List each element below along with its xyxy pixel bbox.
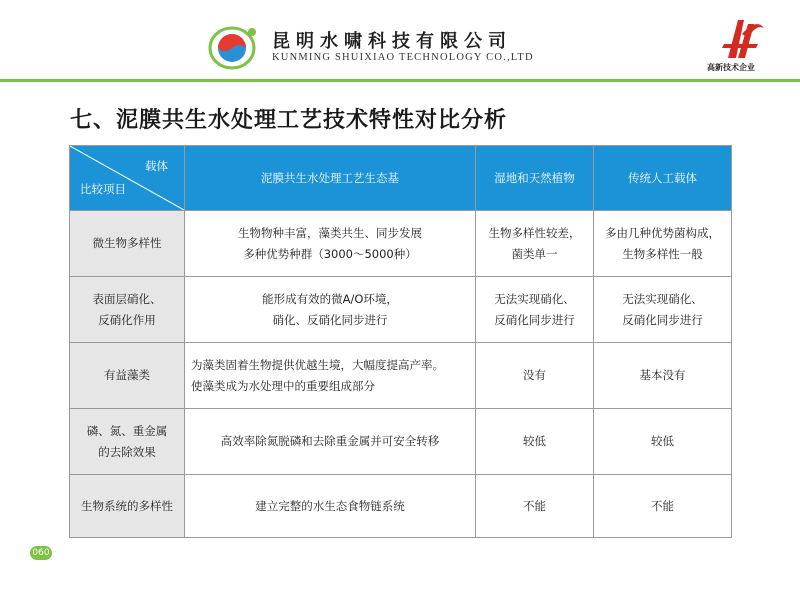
table-row <box>70 343 732 409</box>
table-corner-cell <box>70 146 185 211</box>
table-row <box>70 475 732 538</box>
table-cell: 基本没有 <box>594 343 732 409</box>
comparison-table <box>69 145 732 538</box>
page-header <box>0 0 800 82</box>
table-row <box>70 277 732 343</box>
table-cell: 建立完整的水生态食物链系统 <box>185 475 476 538</box>
column-header: 湿地和天然植物 <box>476 146 594 211</box>
table-row <box>70 211 732 277</box>
page-number-badge: 060 <box>30 546 52 560</box>
row-item-label: 磷、氮、重金属 的去除效果 <box>70 409 185 475</box>
table-cell: 无法实现硝化、 反硝化同步进行 <box>476 277 594 343</box>
corner-label-compare-item: 比较项目 <box>80 182 126 196</box>
table-cell: 高效率除氮脱磷和去除重金属并可安全转移 <box>185 409 476 475</box>
row-item-label: 生物系统的多样性 <box>70 475 185 538</box>
table-cell: 多由几种优势菌构成， 生物多样性一般 <box>594 211 732 277</box>
table-cell: 不能 <box>476 475 594 538</box>
hitech-enterprise-logo-icon <box>718 14 768 60</box>
table-cell: 没有 <box>476 343 594 409</box>
row-item-label: 表面层硝化、 反硝化作用 <box>70 277 185 343</box>
row-item-label: 有益藻类 <box>70 343 185 409</box>
table-cell: 不能 <box>594 475 732 538</box>
table-cell: 生物多样性较差， 菌类单一 <box>476 211 594 277</box>
company-name-cn: 昆明水啸科技有限公司 <box>272 31 512 52</box>
column-header: 传统人工载体 <box>594 146 732 211</box>
row-item-label: 微生物多样性 <box>70 211 185 277</box>
table-cell: 能形成有效的微A/O环境， 硝化、反硝化同步进行 <box>185 277 476 343</box>
table-cell: 无法实现硝化、 反硝化同步进行 <box>594 277 732 343</box>
hitech-enterprise-label: 高新技术企业 <box>707 63 755 72</box>
table-header-row <box>70 146 732 211</box>
table-cell: 生物物种丰富，藻类共生、同步发展 多种优势种群（3000～5000种） <box>185 211 476 277</box>
table-cell: 为藻类固着生物提供优越生境，大幅度提高产率。 使藻类成为水处理中的重要组成部分 <box>185 343 476 409</box>
table-cell: 较低 <box>476 409 594 475</box>
column-header: 泥膜共生水处理工艺生态基 <box>185 146 476 211</box>
corner-label-carrier: 载体 <box>145 159 168 173</box>
header-divider <box>0 79 800 82</box>
table-row <box>70 409 732 475</box>
page-title: 七、泥膜共生水处理工艺技术特性对比分析 <box>70 108 508 133</box>
table-cell: 较低 <box>594 409 732 475</box>
company-logo-icon <box>206 22 262 72</box>
company-name-en: KUNMING SHUIXIAO TECHNOLOGY CO.,LTD <box>272 52 534 63</box>
